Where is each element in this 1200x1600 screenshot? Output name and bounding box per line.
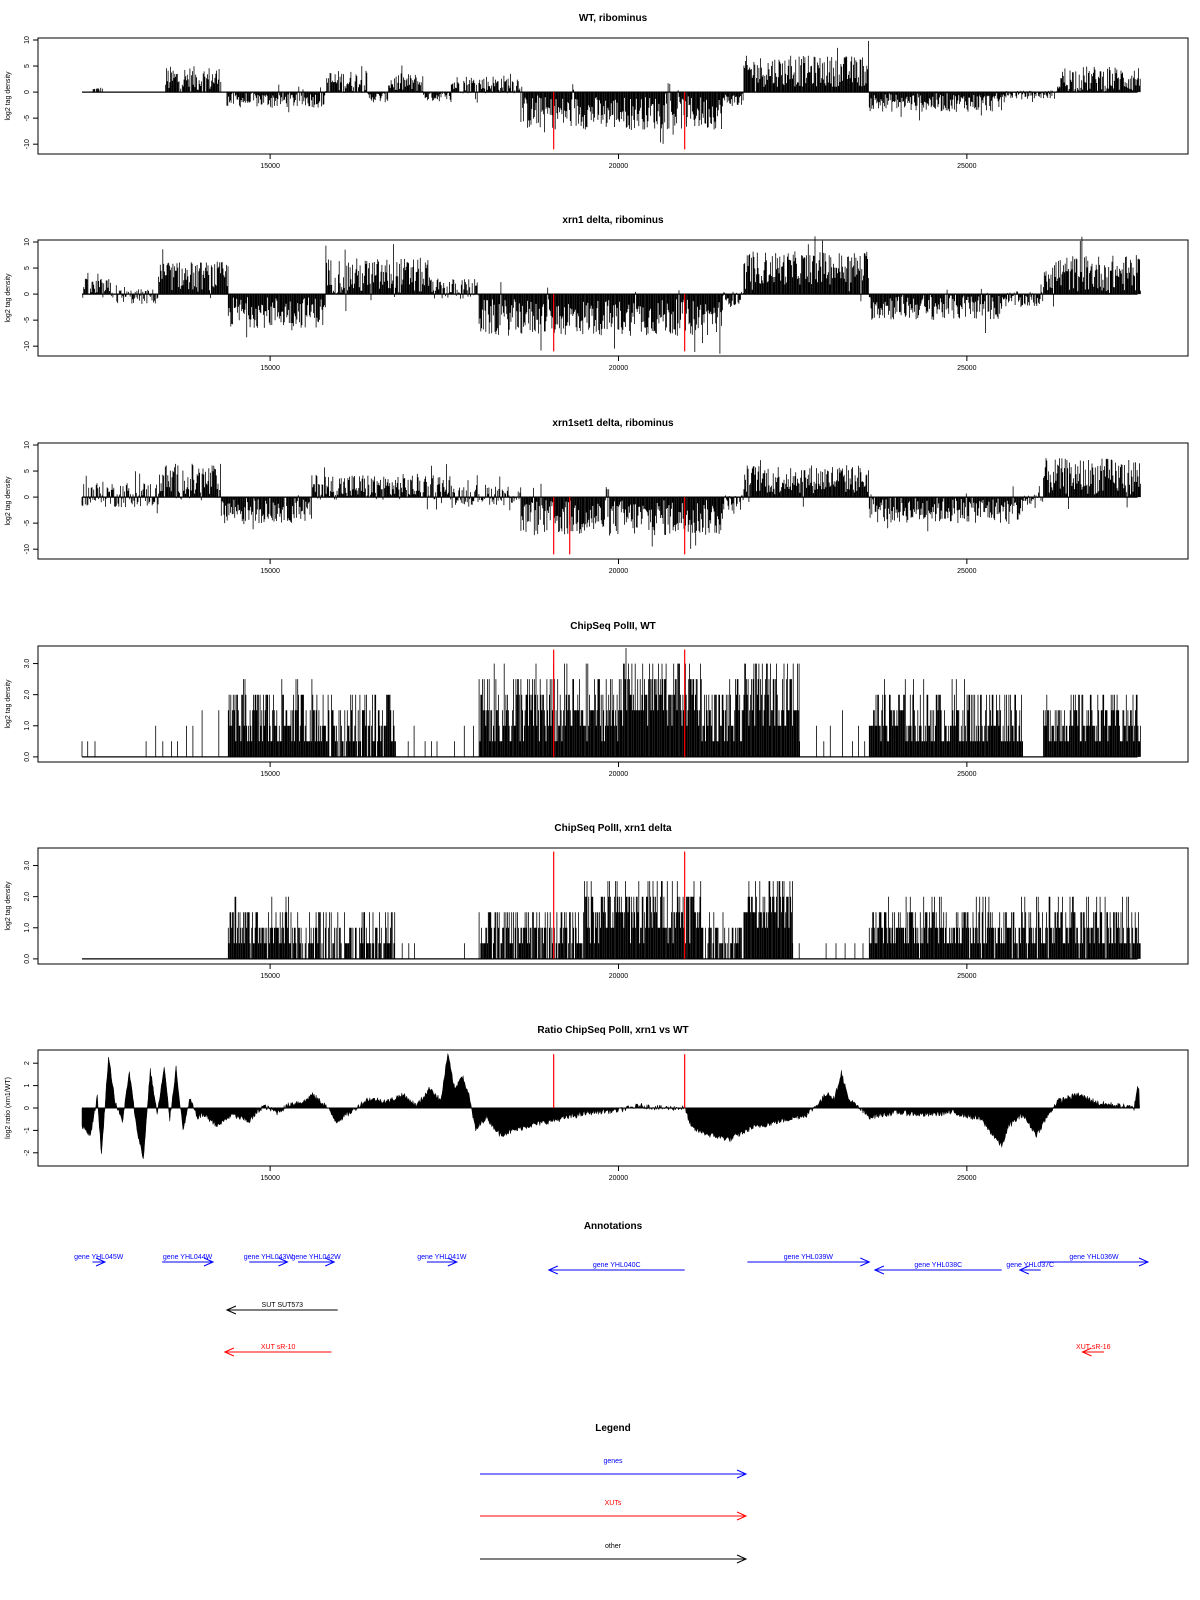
panel-title: WT, ribominus bbox=[578, 13, 648, 24]
feature-gene bbox=[244, 1254, 294, 1266]
panel-ratio-chipseq bbox=[5, 1025, 1188, 1182]
y-tick-label: 0 bbox=[24, 1106, 31, 1110]
panel-chipseq-wt bbox=[5, 621, 1188, 778]
y-tick-label: 5 bbox=[24, 64, 31, 68]
legend-label: other bbox=[605, 1543, 621, 1550]
y-tick-label: 0 bbox=[24, 90, 31, 95]
x-tick-label: 15000 bbox=[260, 1175, 280, 1182]
y-tick-label: -1 bbox=[24, 1127, 31, 1134]
y-tick-label: 0.0 bbox=[24, 954, 31, 964]
x-tick-label: 20000 bbox=[608, 771, 629, 778]
y-tick-label: 3.0 bbox=[24, 860, 31, 871]
feature-gene bbox=[1006, 1262, 1054, 1274]
feature-label: gene YHL042W bbox=[291, 1254, 341, 1261]
feature-label: SUT SUT573 bbox=[261, 1302, 304, 1309]
feature-other bbox=[227, 1302, 338, 1314]
y-axis-label: log2 tag density bbox=[5, 273, 12, 323]
x-tick-label: 25000 bbox=[957, 1175, 977, 1182]
x-tick-label: 25000 bbox=[957, 163, 977, 170]
y-tick-label: 0 bbox=[24, 292, 31, 297]
feature-gene bbox=[417, 1254, 467, 1266]
feature-label: gene YHL037C bbox=[1006, 1262, 1055, 1269]
y-tick-label: 1.0 bbox=[24, 922, 31, 933]
x-tick-label: 20000 bbox=[608, 568, 629, 575]
density-bars bbox=[82, 236, 1141, 353]
y-tick-label: 0 bbox=[24, 495, 31, 500]
feature-label: XUT sR-16 bbox=[1076, 1344, 1111, 1351]
y-tick-label: -5 bbox=[24, 115, 31, 122]
feature-xut bbox=[225, 1344, 332, 1356]
feature-gene bbox=[1040, 1254, 1148, 1266]
panel-title: ChipSeq PolII, WT bbox=[570, 621, 656, 632]
panel-annotations bbox=[74, 1221, 1148, 1356]
density-bars bbox=[82, 648, 1141, 757]
y-tick-label: -10 bbox=[24, 341, 31, 352]
density-bars bbox=[82, 458, 1141, 549]
feature-gene bbox=[549, 1262, 685, 1274]
panel-title: Legend bbox=[595, 1423, 631, 1434]
y-axis-label: log2 ratio (xrn1/WT) bbox=[5, 1077, 12, 1139]
y-tick-label: 2.0 bbox=[24, 891, 31, 902]
y-tick-label: 5 bbox=[24, 266, 31, 270]
x-tick-label: 20000 bbox=[608, 973, 629, 980]
panel-chipseq-xrn1 bbox=[5, 823, 1188, 980]
feature-gene bbox=[747, 1254, 869, 1266]
feature-label: gene YHL038C bbox=[914, 1262, 963, 1269]
y-tick-label: -5 bbox=[24, 317, 31, 324]
feature-gene bbox=[875, 1262, 1002, 1274]
feature-label: gene YHL039W bbox=[783, 1254, 833, 1261]
feature-label: gene YHL043W bbox=[243, 1254, 294, 1261]
y-tick-label: 3.0 bbox=[24, 658, 31, 669]
y-tick-label: 0.0 bbox=[24, 752, 31, 762]
x-tick-label: 20000 bbox=[608, 365, 629, 372]
legend-item-gene bbox=[480, 1458, 746, 1478]
y-tick-label: 5 bbox=[24, 469, 31, 473]
y-tick-label: 1.0 bbox=[24, 720, 31, 731]
panel-wt-ribominus bbox=[5, 13, 1188, 170]
x-tick-label: 25000 bbox=[957, 568, 977, 575]
panel-title: xrn1set1 delta, ribominus bbox=[552, 418, 674, 429]
x-tick-label: 20000 bbox=[608, 163, 629, 170]
legend-label: genes bbox=[603, 1458, 623, 1465]
y-tick-label: 2.0 bbox=[24, 689, 31, 700]
y-tick-label: 10 bbox=[24, 36, 31, 44]
legend-item-other bbox=[480, 1543, 746, 1563]
y-tick-label: 10 bbox=[24, 238, 31, 246]
x-tick-label: 20000 bbox=[608, 1175, 629, 1182]
y-axis-label: log2 tag density bbox=[5, 881, 12, 931]
panel-title: ChipSeq PolII, xrn1 delta bbox=[554, 823, 672, 834]
y-tick-label: 1 bbox=[24, 1083, 31, 1088]
x-tick-label: 25000 bbox=[957, 771, 977, 778]
y-tick-label: -2 bbox=[24, 1149, 31, 1156]
panel-xrn1-ribominus bbox=[5, 215, 1188, 372]
panel-title: xrn1 delta, ribominus bbox=[562, 215, 664, 226]
legend-label: XUTs bbox=[604, 1500, 622, 1507]
y-tick-label: 10 bbox=[24, 441, 31, 449]
feature-label: XUT sR-10 bbox=[260, 1344, 296, 1351]
y-tick-label: 2 bbox=[24, 1061, 31, 1066]
y-tick-label: -10 bbox=[24, 139, 31, 150]
x-tick-label: 15000 bbox=[260, 973, 280, 980]
panel-title: Ratio ChipSeq PolII, xrn1 vs WT bbox=[537, 1025, 689, 1036]
x-tick-label: 25000 bbox=[957, 365, 977, 372]
feature-gene bbox=[74, 1254, 124, 1266]
feature-gene bbox=[291, 1254, 341, 1266]
ratio-area bbox=[82, 1054, 1140, 1159]
feature-label: gene YHL041W bbox=[417, 1254, 467, 1261]
feature-label: gene YHL040C bbox=[592, 1262, 641, 1269]
y-tick-label: -5 bbox=[24, 520, 31, 527]
x-tick-label: 15000 bbox=[260, 771, 280, 778]
y-axis-label: log2 tag density bbox=[5, 476, 12, 526]
y-axis-label: log2 tag density bbox=[5, 679, 12, 729]
y-axis-label: log2 tag density bbox=[5, 71, 12, 121]
x-tick-label: 15000 bbox=[260, 365, 280, 372]
panel-legend bbox=[480, 1423, 746, 1563]
x-tick-label: 15000 bbox=[260, 163, 280, 170]
x-tick-label: 15000 bbox=[260, 568, 280, 575]
feature-gene bbox=[162, 1254, 213, 1266]
y-tick-label: -10 bbox=[24, 544, 31, 555]
legend-item-xut bbox=[480, 1500, 746, 1520]
panel-title: Annotations bbox=[583, 1221, 643, 1232]
feature-label: gene YHL044W bbox=[162, 1254, 213, 1261]
panel-xrn1set1-ribominus bbox=[5, 418, 1188, 575]
feature-label: gene YHL036W bbox=[1069, 1254, 1119, 1261]
feature-xut bbox=[1076, 1344, 1111, 1356]
x-tick-label: 25000 bbox=[957, 973, 977, 980]
feature-label: gene YHL045W bbox=[74, 1254, 124, 1261]
